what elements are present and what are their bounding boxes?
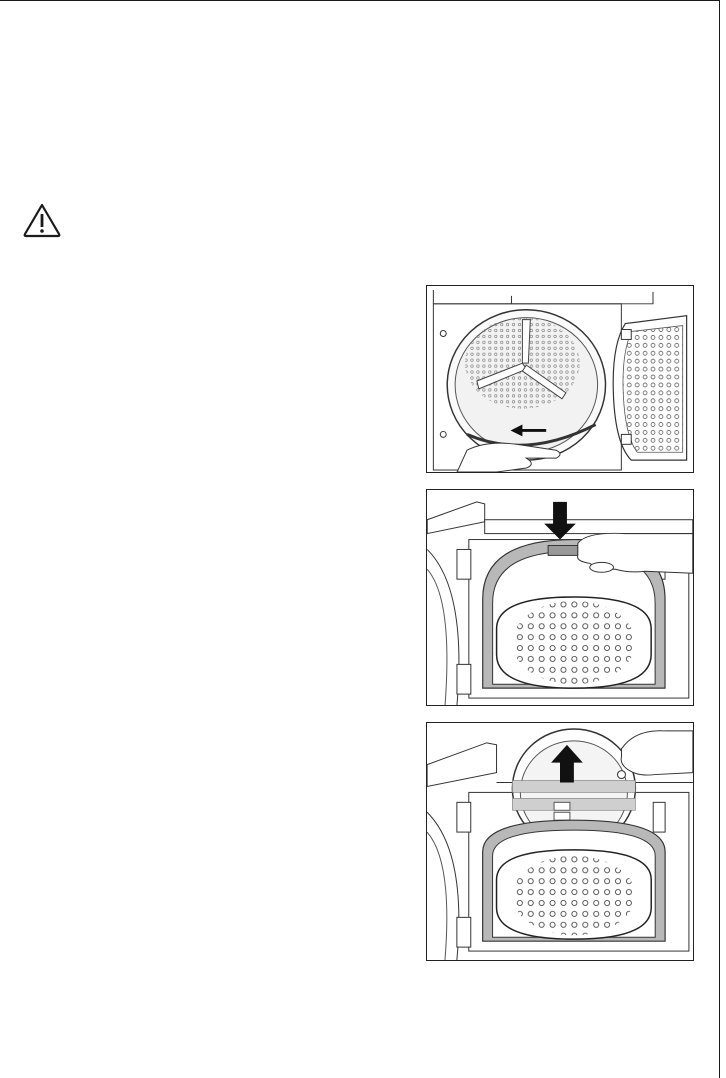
- figure-filter-lift: [426, 722, 694, 961]
- figure-drum-cleaning: [426, 285, 694, 473]
- warning-triangle-icon: [22, 202, 62, 238]
- page-border-top: [0, 0, 720, 1]
- page-border-right: [719, 0, 720, 1078]
- figure-filter-press: [426, 489, 694, 706]
